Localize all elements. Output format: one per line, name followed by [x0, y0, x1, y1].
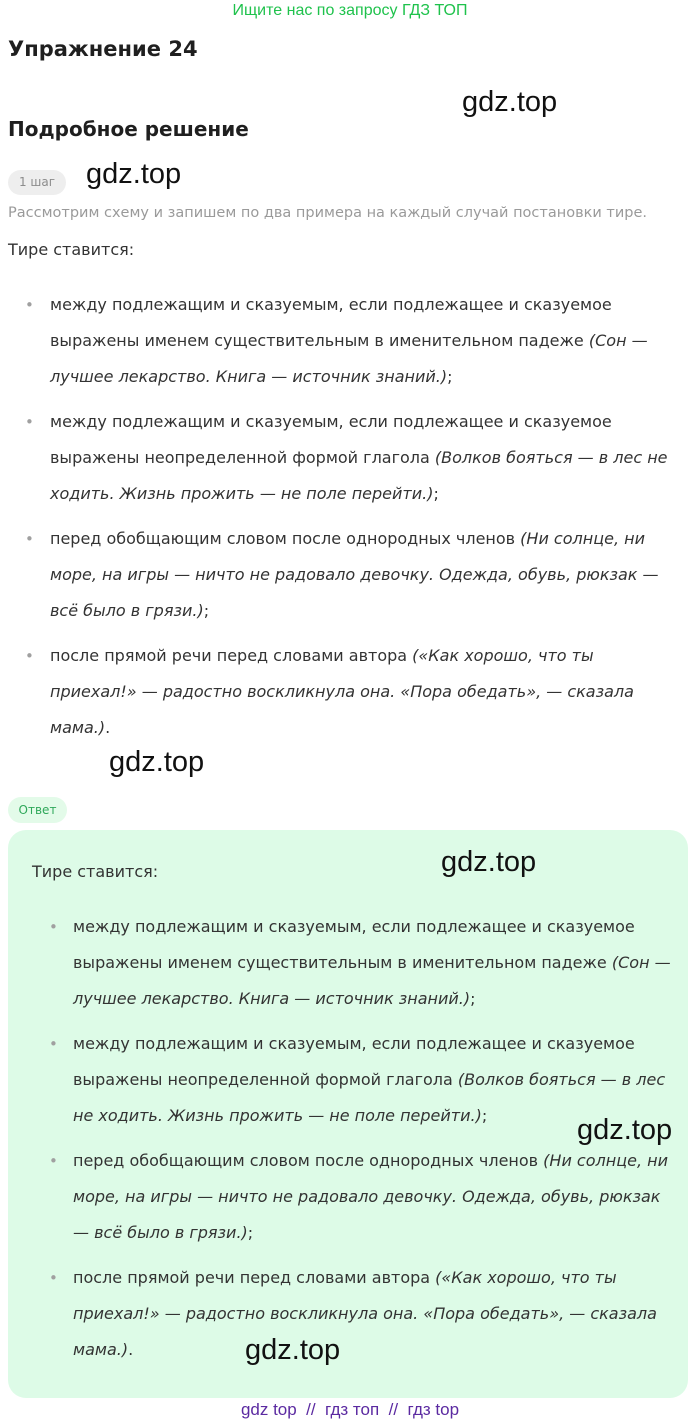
list-item: [49, 1143, 673, 1251]
rule-example: («Как хорошо, что ты приехал!» — радостно воскликнула она. «Пора обедать», — сказала мама.): [50, 646, 634, 737]
rule-text: после прямой речи перед словами автора: [73, 1268, 436, 1287]
footer-watermark: gdz top // гдз топ // гдз top: [240, 1400, 460, 1419]
rule-example: (Волков бояться — в лес не ходить. Жизнь прожить — не поле перейти.): [73, 1070, 666, 1125]
rule-tail: .: [105, 718, 111, 737]
bullet-icon: •: [49, 1035, 58, 1053]
watermark: gdz.top: [109, 746, 205, 778]
rule-tail: ;: [470, 989, 476, 1008]
rule-tail: ;: [481, 1106, 488, 1125]
solution-title: Подробное решение: [8, 117, 249, 141]
answer-lead: Тире ставится:: [32, 862, 159, 881]
rule-text: перед обобщающим словом после однородных членов: [73, 1151, 544, 1170]
rule-tail: ;: [447, 367, 453, 386]
rule-example: (Ни солнце, ни море, на игры — ничто не радовало девочку. Одежда, обувь, рюкзак — всё было в грязи.): [73, 1151, 668, 1242]
list-item: [49, 909, 673, 1017]
bullet-icon: •: [25, 530, 34, 548]
solution-list: [25, 287, 672, 755]
bullet-icon: •: [25, 647, 34, 665]
list-item: [25, 404, 672, 512]
list-item: [25, 638, 672, 746]
rule-text: между подлежащим и сказуемым, если подлежащее и сказуемое выражены неопределенной формой глагола: [73, 1034, 635, 1089]
rule-tail: ;: [433, 484, 439, 503]
answer-badge: Ответ: [8, 797, 67, 823]
bullet-icon: •: [49, 918, 58, 936]
bullet-icon: •: [49, 1152, 58, 1170]
rule-tail: .: [128, 1340, 134, 1359]
rule-tail: ;: [203, 601, 210, 620]
watermark: gdz.top: [462, 86, 558, 118]
watermark: gdz.top: [245, 1334, 341, 1366]
list-item: [49, 1260, 673, 1368]
list-item: [25, 287, 672, 395]
watermark: gdz.top: [441, 846, 537, 878]
rule-tail: ;: [247, 1223, 254, 1242]
search-banner: Ищите нас по запросу ГДЗ ТОП: [232, 2, 468, 19]
rule-example: (Сон — лучшее лекарство. Книга — источник знаний.): [73, 953, 671, 1008]
rule-example: (Сон — лучшее лекарство. Книга — источник знаний.): [50, 331, 648, 386]
rule-text: между подлежащим и сказуемым, если подлежащее и сказуемое выражены именем существительным в именительном падеже: [73, 917, 635, 972]
rule-text: между подлежащим и сказуемым, если подлежащее и сказуемое выражены именем существительным в именительном падеже: [50, 295, 612, 350]
bullet-icon: •: [25, 296, 34, 314]
bullet-icon: •: [25, 413, 34, 431]
rule-example: (Волков бояться — в лес не ходить. Жизнь прожить — не поле перейти.): [50, 448, 668, 503]
rule-text: после прямой речи перед словами автора: [50, 646, 413, 665]
watermark: gdz.top: [86, 158, 182, 190]
step-badge: 1 шаг: [8, 170, 66, 195]
rule-text: между подлежащим и сказуемым, если подлежащее и сказуемое выражены неопределенной формой глагола: [50, 412, 612, 467]
rule-example: (Ни солнце, ни море, на игры — ничто не радовало девочку. Одежда, обувь, рюкзак — всё было в грязи.): [50, 529, 659, 620]
solution-lead: Тире ставится:: [8, 240, 135, 259]
rule-text: перед обобщающим словом после однородных членов: [50, 529, 521, 548]
rule-example: («Как хорошо, что ты приехал!» — радостно воскликнула она. «Пора обедать», — сказала мама.): [73, 1268, 657, 1359]
list-item: [25, 521, 672, 629]
intro-text: Рассмотрим схему и запишем по два примера на каждый случай постановки тире.: [8, 205, 648, 221]
exercise-title: Упражнение 24: [8, 37, 198, 61]
bullet-icon: •: [49, 1269, 58, 1287]
watermark: gdz.top: [577, 1114, 673, 1146]
